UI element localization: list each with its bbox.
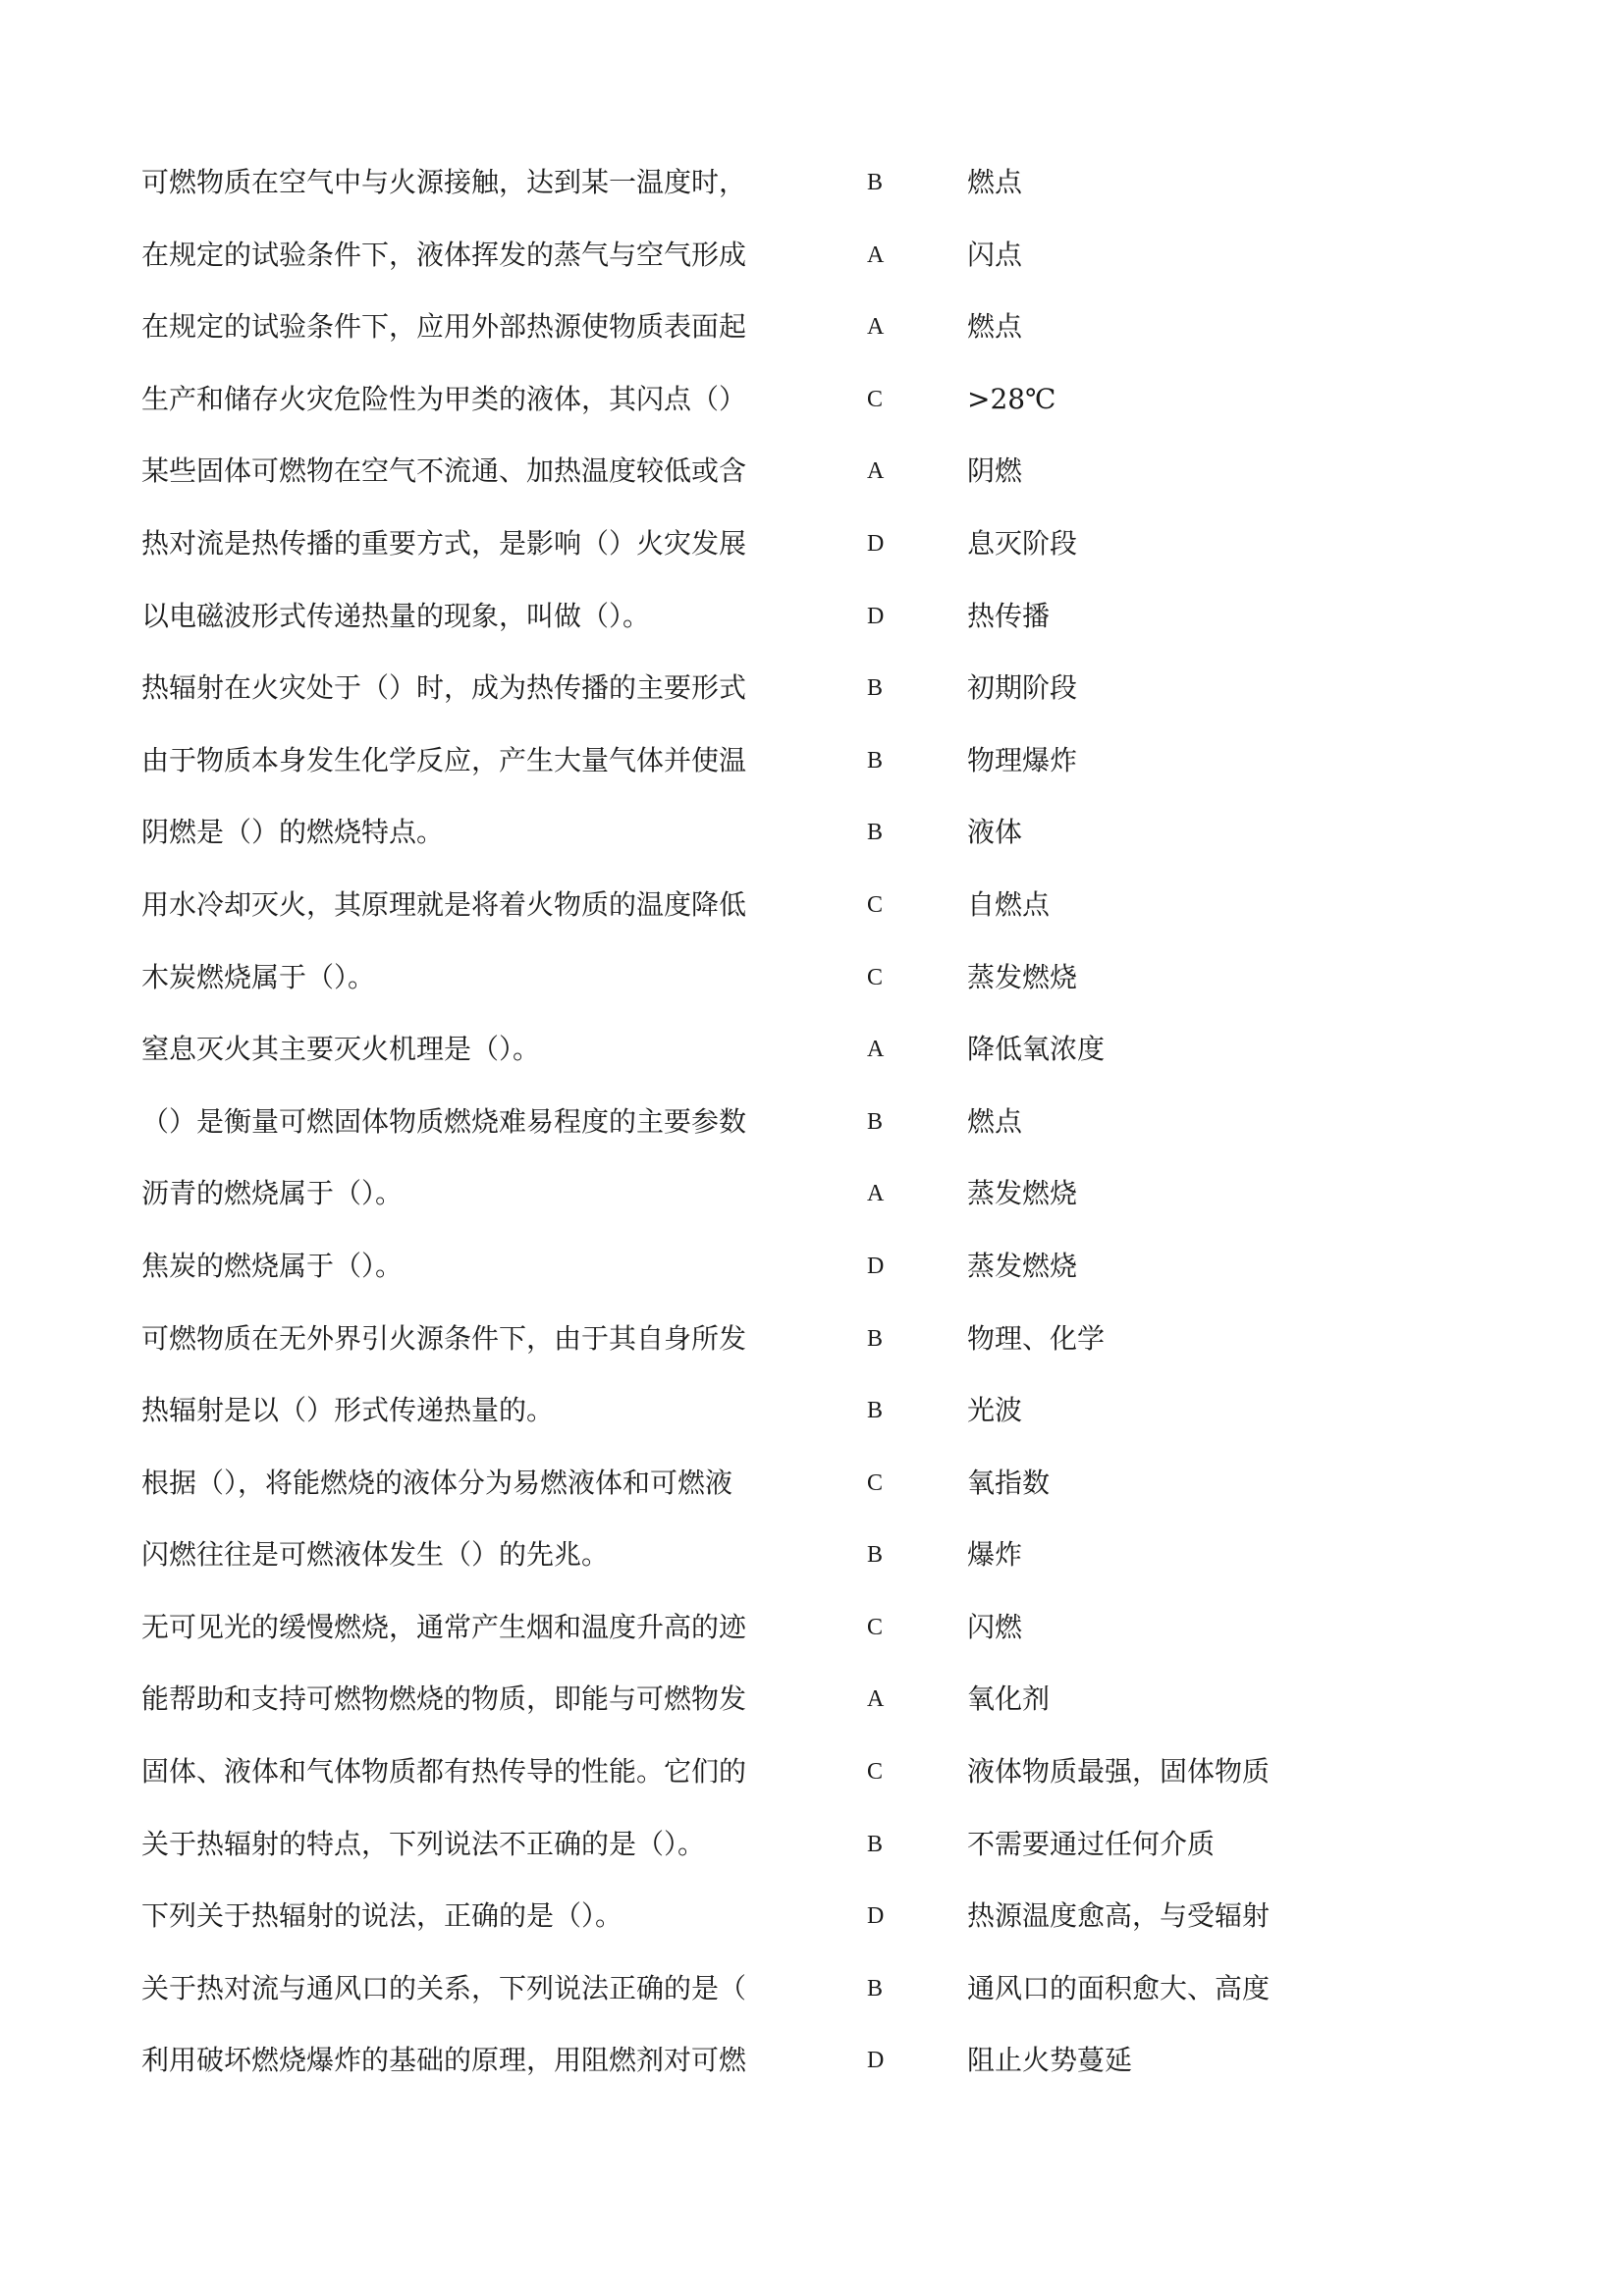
answer-letter: A [867,458,885,485]
question-text: 可燃物质在无外界引火源条件下，由于其自身所发 [141,1321,747,1355]
question-text: 在规定的试验条件下，应用外部热源使物质表面起 [141,310,747,344]
answer-option-text: 蒸发燃烧 [967,1177,1078,1210]
answer-letter: B [867,1975,884,2002]
answer-letter: C [867,891,884,918]
answer-option-text: 光波 [967,1394,1023,1427]
answer-option-text: 爆炸 [967,1538,1023,1572]
question-text: 热辐射是以（）形式传递热量的。 [141,1394,555,1427]
question-row [0,1532,1624,1605]
question-row [0,1605,1624,1678]
answer-option-text: >28℃ [967,382,1056,415]
question-row [0,1388,1624,1461]
question-row [0,1749,1624,1822]
question-row [0,882,1624,955]
answer-option-text: 物理爆炸 [967,743,1078,776]
answer-letter: B [867,1398,884,1424]
answer-letter: A [867,1037,885,1063]
answer-option-text: 热源温度愈高，与受辐射 [967,1899,1271,1933]
answer-option-text: 氧化剂 [967,1682,1051,1716]
answer-option-text: 燃点 [967,166,1023,198]
question-text: 热辐射在火灾处于（）时，成为热传播的主要形式 [141,671,747,705]
question-row [0,160,1624,233]
answer-letter: D [867,2048,885,2074]
question-row [0,955,1624,1028]
question-text: 生产和储存火灾危险性为甲类的液体，其闪点（） [141,382,747,415]
question-text: 热对流是热传播的重要方式，是影响（）火灾发展 [141,526,747,560]
answer-option-text: 氧指数 [967,1466,1051,1499]
answer-option-text: 蒸发燃烧 [967,960,1078,993]
answer-letter: D [867,603,885,629]
answer-letter: B [867,1542,884,1569]
answer-option-text: 燃点 [967,1104,1023,1138]
answer-letter: C [867,1759,884,1786]
answer-letter: B [867,1325,884,1352]
answer-letter: C [867,386,884,412]
question-row [0,1027,1624,1099]
question-row [0,1171,1624,1244]
question-text: 下列关于热辐射的说法，正确的是（）。 [141,1899,623,1933]
question-row [0,304,1624,377]
answer-letter: D [867,1903,885,1930]
question-list [0,160,1624,2110]
question-row [0,1894,1624,1966]
question-text: （）是衡量可燃固体物质燃烧难易程度的主要参数 [141,1104,747,1138]
answer-option-text: 物理、化学 [967,1321,1106,1355]
question-text: 阴燃是（）的燃烧特点。 [141,816,445,849]
answer-option-text: 燃点 [967,310,1023,344]
answer-letter: A [867,1181,885,1207]
question-text: 能帮助和支持可燃物燃烧的物质，即能与可燃物发 [141,1682,747,1716]
answer-option-text: 闪点 [967,238,1023,271]
question-text: 某些固体可燃物在空气不流通、加热温度较低或含 [141,454,747,488]
answer-option-text: 液体 [967,816,1023,849]
question-row [0,738,1624,811]
answer-option-text: 通风口的面积愈大、高度 [967,1971,1271,2004]
question-row [0,377,1624,450]
answer-option-text: 蒸发燃烧 [967,1249,1078,1282]
question-text: 固体、液体和气体物质都有热传导的性能。它们的 [141,1755,747,1789]
question-row [0,1244,1624,1316]
answer-option-text: 闪燃 [967,1610,1023,1643]
question-row [0,1822,1624,1895]
answer-letter: D [867,530,885,557]
question-text: 闪燃往往是可燃液体发生（）的先兆。 [141,1538,610,1572]
answer-option-text: 液体物质最强，固体物质 [967,1755,1271,1789]
answer-letter: A [867,241,885,268]
answer-option-text: 息灭阶段 [967,526,1078,560]
question-text: 关于热辐射的特点，下列说法不正确的是（）。 [141,1827,706,1860]
question-text: 无可见光的缓慢燃烧，通常产生烟和温度升高的迹 [141,1610,747,1643]
answer-letter: C [867,964,884,990]
answer-option-text: 阴燃 [967,454,1023,488]
answer-option-text: 初期阶段 [967,671,1078,705]
question-row [0,1316,1624,1389]
question-text: 在规定的试验条件下，液体挥发的蒸气与空气形成 [141,238,747,271]
question-row [0,1461,1624,1533]
answer-letter: A [867,314,885,341]
question-row [0,2038,1624,2110]
question-row [0,810,1624,882]
answer-letter: B [867,1108,884,1135]
answer-letter: B [867,747,884,774]
answer-letter: B [867,675,884,702]
question-text: 用水冷却灭火，其原理就是将着火物质的温度降低 [141,887,747,921]
question-text: 木炭燃烧属于（）。 [141,960,376,993]
question-text: 以电磁波形式传递热量的现象，叫做（）。 [141,599,651,632]
question-row [0,1677,1624,1749]
answer-option-text: 阻止火势蔓延 [967,2044,1133,2077]
question-text: 焦炭的燃烧属于（）。 [141,1249,404,1282]
question-text: 由于物质本身发生化学反应，产生大量气体并使温 [141,743,747,776]
answer-letter: B [867,1831,884,1857]
question-text: 关于热对流与通风口的关系，下列说法正确的是（ [141,1971,747,2004]
question-text: 可燃物质在空气中与火源接触，达到某一温度时， [141,166,747,198]
answer-letter: D [867,1253,885,1279]
question-text: 根据（），将能燃烧的液体分为易燃液体和可燃液 [141,1466,733,1499]
question-row [0,233,1624,305]
question-text: 利用破坏燃烧爆炸的基础的原理，用阻燃剂对可燃 [141,2044,747,2077]
question-row [0,666,1624,738]
question-row [0,1099,1624,1172]
answer-letter: C [867,1469,884,1496]
answer-letter: B [867,170,884,195]
answer-option-text: 热传播 [967,599,1051,632]
answer-letter: B [867,820,884,846]
question-row [0,449,1624,521]
answer-option-text: 不需要通过任何介质 [967,1827,1216,1860]
answer-letter: C [867,1614,884,1640]
answer-option-text: 降低氧浓度 [967,1033,1106,1066]
answer-letter: A [867,1686,885,1713]
question-row [0,1966,1624,2039]
question-text: 沥青的燃烧属于（）。 [141,1177,404,1210]
answer-option-text: 自燃点 [967,887,1051,921]
question-text: 窒息灭火其主要灭火机理是（）。 [141,1033,541,1066]
question-row [0,594,1624,667]
question-row [0,521,1624,594]
